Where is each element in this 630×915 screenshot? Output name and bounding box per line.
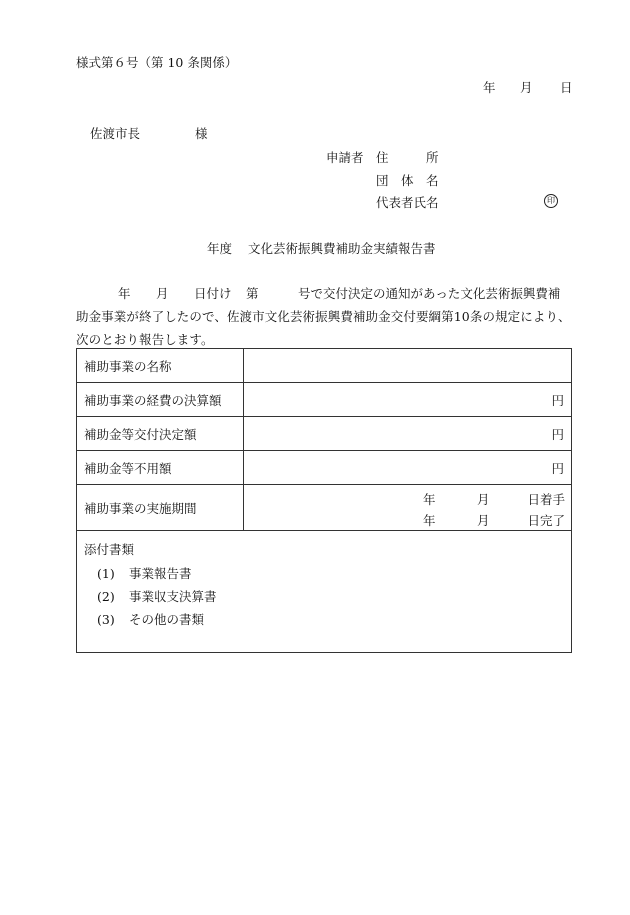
attachment-number: (3) [97, 612, 115, 627]
report-table [76, 348, 572, 653]
period-end-day: 日完了 [527, 512, 565, 528]
attachment-number: (1) [97, 566, 115, 581]
intro-line3: 次のとおり報告します。 [76, 332, 214, 347]
row-value-grant-decision-amount[interactable]: 円 [244, 417, 572, 451]
applicant-label: 申請者 [326, 150, 364, 165]
row-value-unused-amount[interactable]: 円 [244, 451, 572, 485]
title-text: 文化芸術振興費補助金実績報告書 [248, 241, 436, 256]
row-label-implementation-period: 補助事業の実施期間 [77, 485, 244, 531]
period-start-month: 月 [477, 491, 490, 507]
attachment-item [97, 587, 217, 605]
period-start [244, 487, 571, 508]
row-label-unused-amount: 補助金等不用額 [77, 451, 244, 485]
row-label-grant-decision-amount: 補助金等交付決定額 [77, 417, 244, 451]
intro-line2: 助金事業が終了したので、佐渡市文化芸術振興費補助金交付要綱第10条の規定により、 [76, 309, 571, 324]
addressee-name: 佐渡市長 [90, 126, 141, 141]
attachments-title: 添付書類 [84, 542, 135, 557]
row-value-settlement-amount[interactable]: 円 [244, 383, 572, 417]
attachments-cell [77, 531, 572, 653]
intro-month: 月 [156, 286, 169, 301]
table-row [77, 349, 572, 383]
period-end-month: 月 [477, 512, 490, 528]
attachment-item [97, 610, 204, 628]
intro-year: 年 [118, 286, 131, 301]
row-label-settlement-amount: 補助事業の経費の決算額 [77, 383, 244, 417]
period-start-day: 日着手 [527, 491, 565, 507]
applicant-representative-label: 代表者氏名 [376, 195, 439, 210]
date-month-label: 月 [520, 80, 533, 95]
attachment-item [97, 564, 192, 582]
attachment-text: 事業収支決算書 [129, 589, 217, 604]
date-year-label: 年 [483, 80, 496, 95]
table-row [77, 383, 572, 417]
title-fiscal-year: 年度 [207, 241, 233, 256]
addressee-honorific: 様 [195, 126, 208, 141]
table-row [77, 417, 572, 451]
applicant-address-label: 住 所 [376, 150, 439, 165]
row-value-project-name[interactable] [244, 349, 572, 383]
applicant-group-label: 団 体 名 [376, 173, 439, 188]
intro-line1-rest: 号で交付決定の通知があった文化芸術振興費補 [298, 286, 561, 301]
date-day-label: 日 [560, 80, 573, 95]
attachments-row [77, 531, 572, 653]
intro-number-prefix: 第 [246, 286, 259, 301]
form-number: 様式第６号（第 10 条関係） [76, 55, 238, 70]
intro-day-suffix: 日付け [194, 286, 232, 301]
table-row [77, 485, 572, 531]
attachment-text: 事業報告書 [129, 566, 192, 581]
row-label-project-name: 補助事業の名称 [77, 349, 244, 383]
table-row [77, 451, 572, 485]
row-value-implementation-period[interactable] [244, 485, 572, 531]
seal-icon: 印 [544, 194, 558, 208]
attachment-text: その他の書類 [129, 612, 205, 627]
period-end [244, 508, 571, 529]
period-end-year: 年 [423, 512, 436, 528]
period-start-year: 年 [423, 491, 436, 507]
attachment-number: (2) [97, 589, 115, 604]
